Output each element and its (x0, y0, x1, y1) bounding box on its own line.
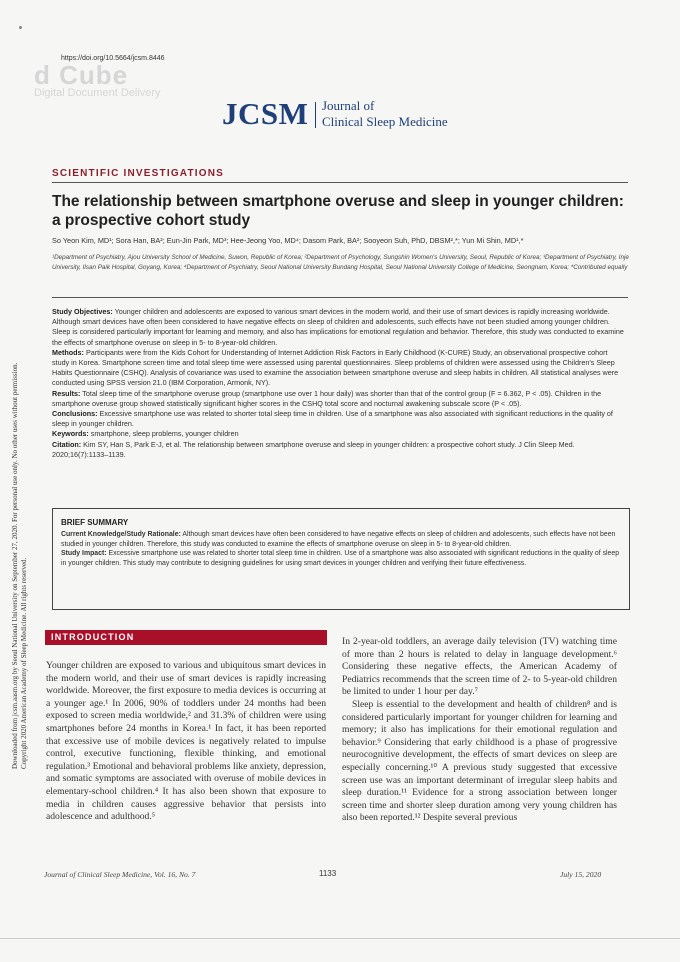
doi-link[interactable]: https://doi.org/10.5664/jcsm.8446 (61, 55, 165, 62)
abstract (52, 307, 624, 460)
abstract-results: Results: Total sleep time of the smartphone overuse group (smartphone use over 1 hour daily) was shorter than that of the control group (F = 6.362, P < .05). Children in the smartphone overuse group showed statistically significant higher scores in the CSHQ total score and nocturnal awakening subscale score (P < .05). (52, 388, 602, 408)
scan-dot (19, 26, 22, 29)
brief-summary-box (52, 508, 630, 610)
journal-masthead (222, 96, 522, 136)
abstract-methods: Methods: Participants were from the Kids Cohort for Understanding of Internet Addiction Risk Factors in Early Childhood (K-CURE) Study, an observational prospective cohort study in Korea. Smartphone screen time and total sleep time were assessed using parental questionnaires. Sleep problems of children were assessed using the Children's Sleep Habits Questionnaire (CSHQ). Analysis of covariance was used to examine the association between smartphone overuse and sleep habits in children. All statistical analyses were conducted using SPSS version 21.0 (IBM Corporation, Armonk, NY). (52, 347, 619, 388)
body-column-left (46, 660, 326, 824)
brief-summary-heading: BRIEF SUMMARY (61, 518, 129, 527)
page-number: 1133 (319, 869, 337, 878)
abstract-conclusions: Conclusions: Excessive smartphone use was related to shorter total sleep time in children. Use of a smartphone was also associated with significant reductions in the quality of sleep in younger children. (52, 409, 613, 429)
body-column-right (342, 636, 617, 825)
brief-summary-body (61, 530, 621, 568)
abstract-top-rule (52, 297, 628, 298)
intro-paragraph-2: In 2-year-old toddlers, an average daily television (TV) watching time of more than 2 hours is related to delay in language development.⁶ Considering these negative effects, the American Academy of Pediatrics recommends that the screen time of 2- to 5-year-old children be limited to under 1 hour per day.⁷ (342, 636, 617, 698)
section-rule (52, 182, 628, 183)
footer-date: July 15, 2020 (560, 870, 602, 879)
intro-paragraph-1: Younger children are exposed to various and ubiquitous smart devices in the modern world, and their use of smart devices is rapidly increasing worldwide. Moreover, the first exposure to media devices is occurring at a younger age.¹ In 2006, 90% of toddlers under 24 months had been exposed to screen media worldwide,² and 31.3% of children were using smartphones before 24 months in Korea.¹ In fact, it has been reported that excessive use of mobile devices is negatively related to impulse control, executive functioning, flexible thinking, and emotional regulation.³ Emotional and behavioral problems like anxiety, depression, and somatic symptoms are associated with overuse of mobile devices in elementary-school children.⁴ It has also been shown that exposure to media in children causes aggressive behavior that persists into adolescence and adulthood.⁵ (46, 660, 326, 823)
watermark-logo: d Cube (34, 60, 129, 90)
section-label: SCIENTIFIC INVESTIGATIONS (52, 168, 225, 179)
download-notice (11, 169, 29, 769)
introduction-heading: INTRODUCTION (45, 630, 327, 645)
scan-edge (0, 938, 680, 939)
watermark-text: Digital Document Delivery (34, 87, 161, 99)
intro-paragraph-3: Sleep is essential to the development and health of children⁸ and is considered particularly important for younger children for learning and memory; it also has implications for their emotional regulation and behavior.⁹ Considering that early childhood is a phase of progressive neurocognitive development, the effects of smart devices on sleep are especially concerning.¹⁰ A previous study suggested that excessive screen use was an important determinant of irregular sleep habits and sleep duration.¹¹ Evidence for a strong association between longer screen time and shorter sleep duration among very young children has also been reported.¹² Despite several previous (342, 698, 617, 824)
author-list: So Yeon Kim, MD¹; Sora Han, BA²; Eun-Jin Park, MD³; Hee-Jeong Yoo, MD⁴; Dasom Park, BA²; Sooyeon Suh, PhD, DBSM²,*; Yun Mi Shin, MD¹,* (52, 236, 524, 245)
abstract-objectives: Study Objectives: Younger children and adolescents are exposed to various smart devices in the modern world, and their use of smart devices is rapidly increasing worldwide. Although smart devices have often been considered to have negative effects on sleep of children and adolescents, such effects have not been studied among younger children. Sleep is considered particularly important for learning and memory, and also has implications for emotional regulation and behavior. Therefore, this study was conducted to examine the effects of smartphone overuse on sleep in 5- to 8-year-old children. (52, 307, 624, 347)
abstract-keywords: Keywords: smartphone, sleep problems, younger children (52, 429, 239, 439)
journal-name-line1: Journal of (322, 98, 375, 113)
title-line-1: The relationship between smartphone overuse and sleep in younger children: (52, 193, 624, 210)
abstract-citation: Citation: Kim SY, Han S, Park E-J, et al. The relationship between smartphone overuse and sleep in younger children: a prospective cohort study. J Clin Sleep Med. 2020;16(7):1133–1139. (52, 439, 575, 459)
summary-rationale: Current Knowledge/Study Rationale: Although smart devices have often been considered to have negative effects on sleep of children and adolescents, such effects have not been studied in younger children. Therefore, this study was conducted to examine the effects of smartphone overuse on sleep in 5- to 8-year-old children. (61, 531, 616, 548)
download-notice-line2: Copyright 2020 American Academy of Sleep Medicine. All rights reserved. (20, 557, 28, 769)
journal-logo: JCSM (222, 96, 309, 131)
summary-impact: Study Impact: Excessive smartphone use was related to shorter total sleep time in children. Use of a smartphone was also associated with significant reductions in the quality of sleep in younger children. This study may contribute to designing guidelines for using smart devices in younger children and verifying their future effectiveness. (61, 550, 620, 567)
title-line-2: a prospective cohort study (52, 212, 251, 229)
footer-journal-info: Journal of Clinical Sleep Medicine, Vol. 16, No. 7 (44, 870, 196, 879)
article-title (52, 192, 652, 230)
masthead-divider (315, 102, 316, 128)
journal-name-line2: Clinical Sleep Medicine (322, 114, 448, 129)
delivery-watermark (34, 60, 204, 103)
download-notice-line1: Downloaded from jcsm.aasm.org by Seoul National University on September 27, 2020. For personal use only. No other uses without permission. (11, 362, 19, 769)
affiliations: ¹Department of Psychiatry, Ajou University School of Medicine, Suwon, Republic of Korea; ²Department of Psychology, Sungshin Women's University, Seoul, Republic of Korea; ³Department of Psychiatry, Inje University, Ilsan Paik Hospital, Goyang, Korea; ⁴Department of Psychiatry, Seoul National University Bundang Hospital, Seoul National University College of Medicine, Seongnam, Korea; *Contributed equally (52, 254, 629, 271)
